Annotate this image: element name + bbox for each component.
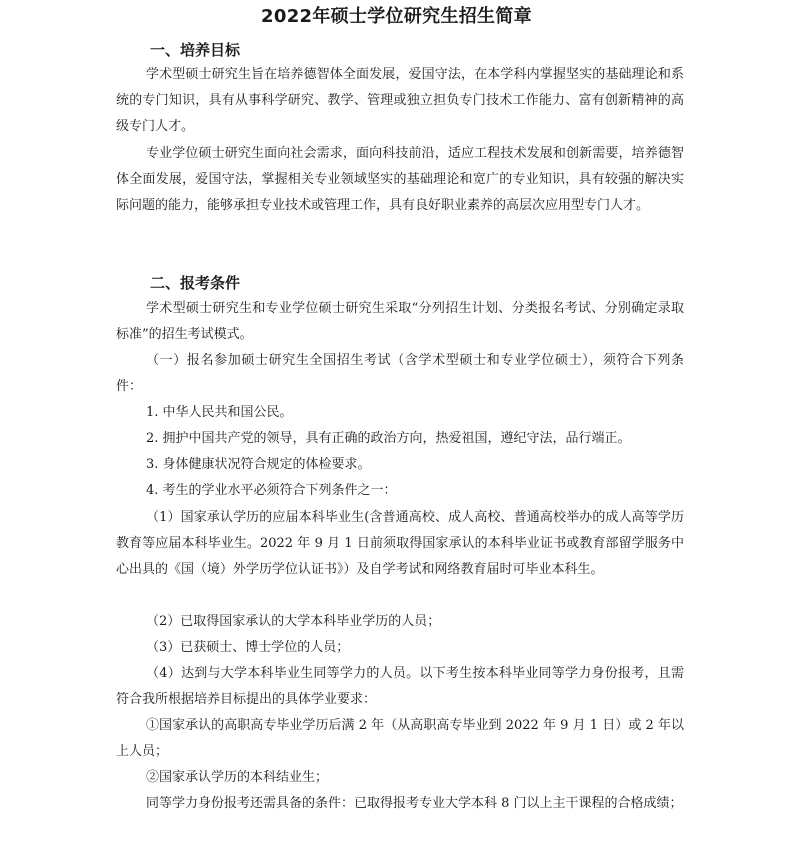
equivalent-requirement: 同等学力身份报考还需具备的条件：已取得报考专业大学本科 8 门以上主干课程的合格成绩；: [146, 796, 683, 811]
equivalent-college: ①国家承认的高职高专毕业学历后满 2 年（从高职高专毕业到 2022 年 9 月 1 日）或 2 年以上人员；: [116, 718, 684, 759]
condition-master-doctor: （3）已获硕士、博士学位的人员；: [146, 640, 350, 655]
list-item-political: 2. 拥护中国共产党的领导，具有正确的政治方向，热爱祖国，遵纪守法，品行端正。: [146, 431, 631, 446]
list-item-health: 3. 身体健康状况符合规定的体检要求。: [146, 457, 371, 472]
document-title: 2022年硕士学位研究生招生简章: [261, 6, 532, 27]
list-item-academic-level: 4. 考生的学业水平必须符合下列条件之一：: [146, 483, 397, 498]
paragraph-professional-master: 专业学位硕士研究生面向社会需求，面向科技前沿，适应工程技术发展和创新需要，培养德智体全面发展，爱国守法，掌握相关专业领域坚实的基础理论和宽广的专业知识，具有较强的解决实际问题的能力，能够承担专业技术或管理工作，具有良好职业素养的高层次应用型专门人才。: [116, 146, 684, 213]
condition-graduate: （1）国家承认学历的应届本科毕业生(含普通高校、成人高校、普通高校举办的成人高等学历教育等应届本科毕业生。2022 年 9 月 1 日前须取得国家承认的本科毕业证书或教育部留学服务中心出具的《国（境）外学历学位认证书》）及自学考试和网络教育届时可毕业本科生。: [116, 510, 684, 577]
section-heading-eligibility: 二、报考条件: [150, 274, 241, 292]
paragraph-exam-mode: 学术型硕士研究生和专业学位硕士研究生采取“分列招生计划、分类报名考试、分别确定录取标准”的招生考试模式。: [116, 301, 684, 342]
equivalent-incomplete: ②国家承认学历的本科结业生；: [146, 770, 329, 785]
section-heading-training-goals: 一、培养目标: [150, 41, 241, 59]
list-item-citizen: 1. 中华人民共和国公民。: [146, 405, 293, 420]
paragraph-subsection-1: （一）报名参加硕士研究生全国招生考试（含学术型硕士和专业学位硕士），须符合下列条件：: [116, 353, 684, 394]
condition-equivalent: （4）达到与大学本科毕业生同等学力的人员。以下考生按本科毕业同等学力身份报考，且需符合我所根据培养目标提出的具体学业要求：: [116, 666, 684, 707]
condition-bachelor: （2）已取得国家承认的大学本科毕业学历的人员；: [146, 614, 441, 629]
paragraph-academic-master: 学术型硕士研究生旨在培养德智体全面发展，爱国守法，在本学科内掌握坚实的基础理论和系统的专门知识，具有从事科学研究、教学、管理或独立担负专门技术工作能力、富有创新精神的高级专门人才。: [116, 67, 684, 134]
